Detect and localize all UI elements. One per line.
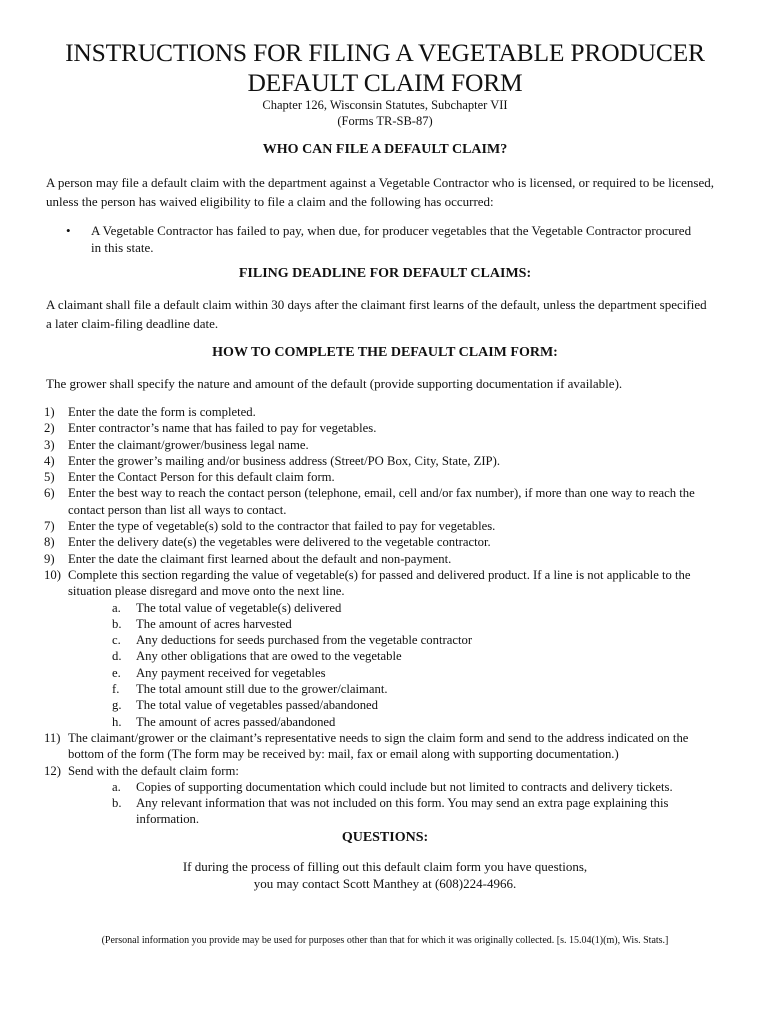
form-number: (Forms TR-SB-87): [337, 114, 433, 128]
sub-item: [44, 714, 724, 730]
who-heading: WHO CAN FILE A DEFAULT CLAIM?: [262, 142, 508, 157]
sub-item: [44, 681, 724, 697]
sub-text: The total value of vegetable(s) delivered: [136, 600, 342, 615]
sub-letter: c.: [112, 633, 121, 648]
step-number: 10): [44, 567, 61, 582]
step-text: Enter the date the form is completed.: [68, 405, 256, 419]
document-title: [40, 38, 730, 98]
step-text: Enter the claimant/grower/business legal name.: [68, 437, 309, 452]
who-bullet: [62, 222, 702, 256]
step-number: 11): [44, 730, 61, 745]
sub-item: [44, 779, 724, 795]
sub-item: [44, 697, 724, 713]
step-number: 5): [44, 470, 55, 485]
deadline-paragraph: A claimant shall file a default claim within 30 days after the claimant first learns of the default, unless the department specified a later claim-filing deadline date.: [46, 297, 707, 331]
step-item: [44, 469, 724, 485]
step-number: 8): [44, 535, 55, 550]
questions-contact: you may contact Scott Manthey at (608)224-4966.: [253, 876, 517, 891]
step-text: Complete this section regarding the value of vegetable(s) for passed and delivered product. If a line is not applicable to the situation please disregard and move onto the next line.: [68, 567, 691, 599]
step-text: Enter the Contact Person for this default claim form.: [68, 470, 335, 485]
step-number: 6): [44, 486, 55, 501]
sub-item: [44, 632, 724, 648]
step-number: 3): [44, 437, 55, 452]
sub-item: [44, 648, 724, 664]
sub-text: Copies of supporting documentation which could include but not limited to contracts and delivery tickets.: [136, 779, 673, 794]
how-intro: The grower shall specify the nature and amount of the default (provide supporting documentation if available).: [46, 376, 623, 391]
sub-text: Any relevant information that was not included on this form. You may send an extra page explaining this information.: [136, 796, 669, 827]
sub-letter: h.: [112, 714, 122, 729]
step-item: [44, 453, 724, 469]
bullet-point: •: [66, 223, 71, 238]
sub-text: The amount of acres harvested: [136, 616, 292, 631]
sub-text: The total value of vegetables passed/abandoned: [136, 698, 379, 713]
instruction-steps: [44, 404, 724, 828]
title-line-2: DEFAULT CLAIM FORM: [247, 68, 523, 97]
step-number: 12): [44, 763, 61, 778]
step-text: The claimant/grower or the claimant’s representative needs to sign the claim form and send to the address indicated on the bottom of the form (The form may be received by: mail, fax or email along with supporting documentation.): [68, 730, 689, 762]
questions-heading: QUESTIONS:: [341, 830, 429, 845]
sub-text: Any deductions for seeds purchased from the vegetable contractor: [136, 633, 473, 648]
who-paragraph: A person may file a default claim with the department against a Vegetable Contractor who is licensed, or required to be licensed, unless the person has waived eligibility to file a claim and the following has occurred:: [46, 175, 714, 209]
step-item: [44, 485, 724, 518]
sub-text: Any payment received for vegetables: [136, 665, 326, 680]
sub-letter: f.: [112, 682, 120, 697]
sub-letter: a.: [112, 600, 121, 615]
step-number: 2): [44, 421, 55, 436]
step-text: Enter the best way to reach the contact person (telephone, email, cell and/or fax number), if more than one way to reach the contact person than list all ways to contact.: [68, 486, 695, 517]
sub-letter: b.: [112, 796, 122, 811]
privacy-footnote: (Personal information you provide may be used for purposes other than that for which it was originally collected. [s. 15.04(1)(m), Wis. Stats.]: [101, 935, 669, 946]
step-number: 1): [44, 405, 55, 419]
sub-item: [44, 616, 724, 632]
step-item: [44, 567, 724, 600]
sub-item: [44, 795, 724, 828]
sub-letter: a.: [112, 779, 121, 794]
sub-letter: g.: [112, 698, 122, 713]
statute-reference: Chapter 126, Wisconsin Statutes, Subchapter VII: [262, 98, 508, 112]
who-bullet-text: A Vegetable Contractor has failed to pay, when due, for producer vegetables that the Vegetable Contractor procured in this state.: [91, 223, 692, 255]
step-item: [44, 404, 724, 420]
step-number: 9): [44, 551, 55, 566]
step-text: Enter the delivery date(s) the vegetables were delivered to the vegetable contractor.: [68, 535, 491, 550]
step-text: Enter the date the claimant first learned about the default and non-payment.: [68, 551, 452, 566]
step-item: [44, 730, 724, 763]
step-text: Enter the grower’s mailing and/or business address (Street/PO Box, City, State, ZIP).: [68, 453, 501, 468]
step-item: [44, 420, 724, 436]
sub-item: [44, 600, 724, 616]
sub-text: The total amount still due to the grower/claimant.: [136, 682, 388, 697]
step-number: 4): [44, 453, 55, 468]
questions-line-1: If during the process of filling out this default claim form you have questions,: [182, 859, 588, 874]
step-item: [44, 437, 724, 453]
step-item: [44, 518, 724, 534]
step-text: Send with the default claim form:: [68, 763, 239, 778]
step-item: [44, 534, 724, 550]
sub-text: The amount of acres passed/abandoned: [136, 714, 336, 729]
deadline-heading: FILING DEADLINE FOR DEFAULT CLAIMS:: [238, 266, 532, 281]
sub-text: Any other obligations that are owed to the vegetable: [136, 649, 402, 664]
sub-letter: b.: [112, 616, 122, 631]
sub-item: [44, 665, 724, 681]
how-heading: HOW TO COMPLETE THE DEFAULT CLAIM FORM:: [212, 345, 558, 360]
sub-letter: d.: [112, 649, 122, 664]
step-number: 7): [44, 519, 55, 534]
step-text: Enter contractor’s name that has failed to pay for vegetables.: [68, 421, 377, 436]
sub-letter: e.: [112, 665, 121, 680]
title-line-1: INSTRUCTIONS FOR FILING A VEGETABLE PRODUCER: [65, 38, 705, 67]
step-item: [44, 551, 724, 567]
step-item: [44, 763, 724, 779]
step-text: Enter the type of vegetable(s) sold to the contractor that failed to pay for vegetables.: [68, 519, 496, 534]
